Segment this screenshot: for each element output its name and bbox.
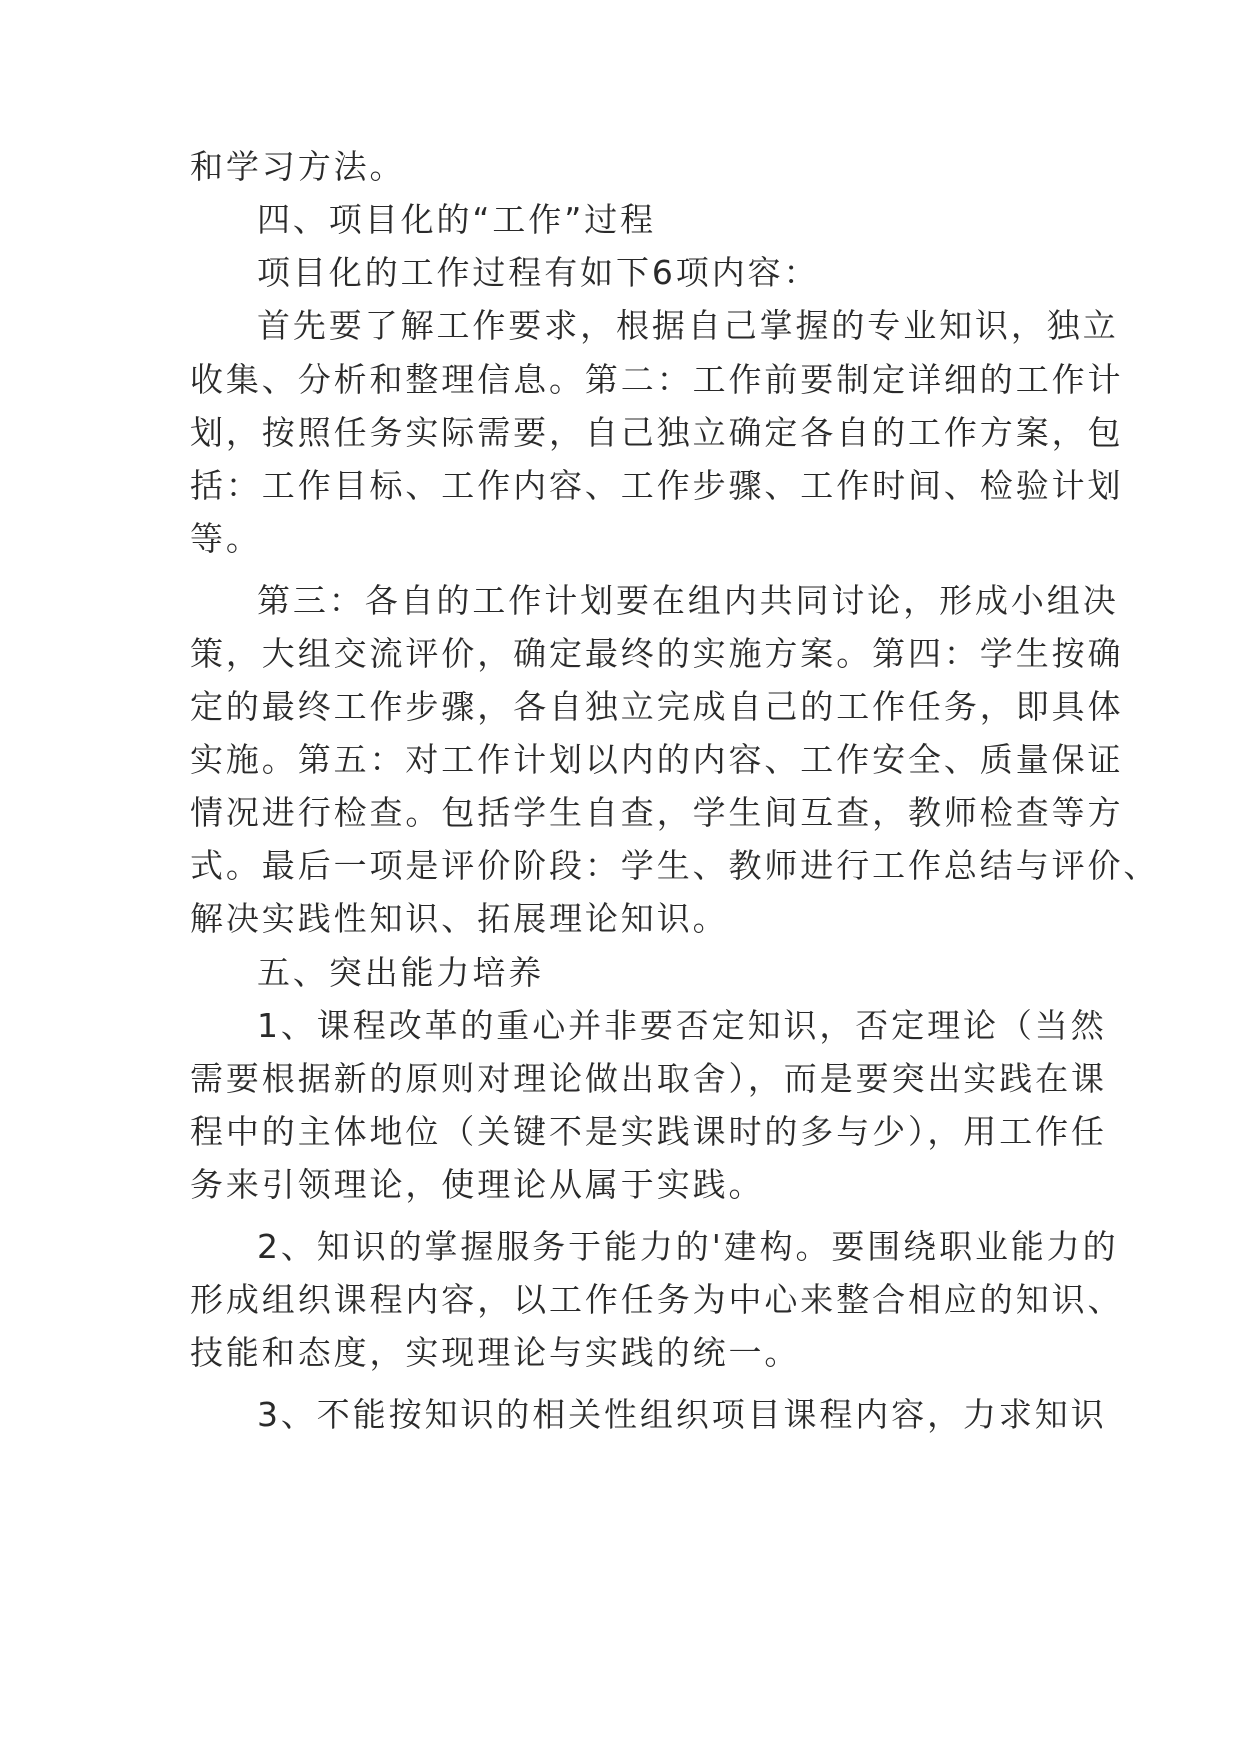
text-line: 3、不能按知识的相关性组织项目课程内容，力求知识	[257, 1395, 1107, 1434]
text-line: 技能和态度，实现理论与实践的统一。	[190, 1333, 801, 1372]
text-line: 实施。第五：对工作计划以内的内容、工作安全、质量保证	[190, 740, 1124, 779]
text-line: 式。最后一项是评价阶段：学生、教师进行工作总结与评价、	[190, 846, 1160, 885]
text-line: 项目化的工作过程有如下6项内容：	[257, 253, 820, 292]
text-line: 策，大组交流评价，确定最终的实施方案。第四：学生按确	[190, 634, 1124, 673]
text-line: 和学习方法。	[190, 147, 406, 186]
text-line: 括：工作目标、工作内容、工作步骤、工作时间、检验计划	[190, 466, 1124, 505]
text-line: 程中的主体地位（关键不是实践课时的多与少），用工作任	[190, 1112, 1107, 1151]
text-line: 2、知识的掌握服务于能力的'建构。要围绕职业能力的	[257, 1227, 1119, 1266]
text-line: 1、课程改革的重心并非要否定知识，否定理论（当然	[257, 1006, 1107, 1045]
text-line: 定的最终工作步骤，各自独立完成自己的工作任务，即具体	[190, 687, 1124, 726]
text-line: 情况进行检查。包括学生自查，学生间互查，教师检查等方	[190, 793, 1124, 832]
text-line: 解决实践性知识、拓展理论知识。	[190, 899, 729, 938]
text-line: 首先要了解工作要求，根据自己掌握的专业知识，独立	[257, 306, 1119, 345]
text-line: 需要根据新的原则对理论做出取舍），而是要突出实践在课	[190, 1059, 1107, 1098]
text-line: 划，按照任务实际需要，自己独立确定各自的工作方案，包	[190, 413, 1124, 452]
section-heading: 五、突出能力培养	[257, 953, 545, 992]
text-line: 等。	[190, 519, 262, 558]
text-line: 第三：各自的工作计划要在组内共同讨论，形成小组决	[257, 581, 1119, 620]
text-line: 务来引领理论，使理论从属于实践。	[190, 1165, 765, 1204]
section-heading: 四、项目化的“工作”过程	[257, 200, 656, 239]
text-line: 收集、分析和整理信息。第二：工作前要制定详细的工作计	[190, 360, 1124, 399]
text-line: 形成组织课程内容，以工作任务为中心来整合相应的知识、	[190, 1280, 1124, 1319]
